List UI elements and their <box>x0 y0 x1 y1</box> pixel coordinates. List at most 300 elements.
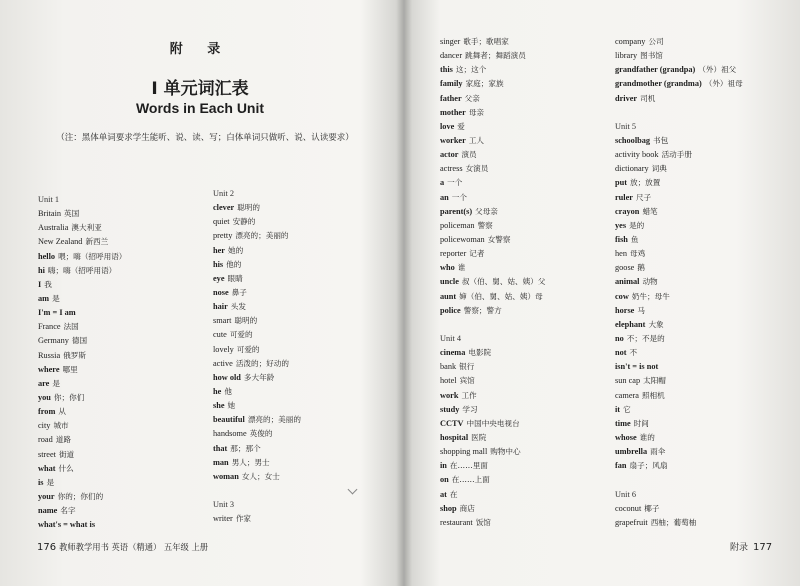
vocab-meaning: 我 <box>44 279 52 289</box>
vocab-entry <box>38 305 208 319</box>
vocab-meaning: 女人；女士 <box>241 471 280 481</box>
vocab-word: horse <box>615 305 635 315</box>
vocab-word: he <box>213 386 222 396</box>
vocab-meaning: 女演员 <box>465 164 489 174</box>
vocab-word: goose <box>615 263 635 273</box>
page-number-left: 176 <box>37 542 57 553</box>
vocab-entry <box>213 257 393 271</box>
vocab-meaning: 多大年龄 <box>243 372 275 382</box>
vocab-entry <box>615 515 795 529</box>
vocab-word: sun cap <box>615 376 641 386</box>
unit-heading <box>213 497 393 511</box>
vocab-meaning: 学习 <box>462 404 478 414</box>
vocab-word: shopping mall <box>440 447 488 457</box>
vocab-word: active <box>213 358 233 368</box>
vocab-entry <box>440 487 610 501</box>
vocab-entry <box>440 388 610 402</box>
vocab-word: quiet <box>213 217 230 227</box>
vocab-word: at <box>440 489 447 499</box>
vocab-word: nose <box>213 287 229 297</box>
vocab-entry <box>615 133 795 147</box>
vocab-meaning: 放；放置 <box>630 178 661 188</box>
vocab-word: an <box>440 192 449 202</box>
vocab-entry <box>615 303 795 317</box>
vocab-entry <box>38 206 208 220</box>
vocab-word: hello <box>38 251 56 261</box>
vocab-entry <box>38 376 208 390</box>
vocab-meaning: 她的 <box>227 245 244 255</box>
vocab-word: what's = what is <box>38 520 96 530</box>
vocab-entry <box>615 232 795 246</box>
vocab-meaning: 工作 <box>461 390 477 400</box>
vocab-word: man <box>213 457 229 467</box>
vocab-meaning: 名字 <box>60 506 76 516</box>
vocab-entry <box>615 48 795 62</box>
left-page-footer <box>37 541 208 553</box>
vocab-word: no <box>615 333 624 343</box>
vocab-entry <box>440 373 610 387</box>
vocab-word: driver <box>615 93 638 103</box>
vocab-entry <box>440 359 610 373</box>
book-title-footer: 教师教学用书 英语（精通） 五年级 上册 <box>59 542 209 552</box>
vocab-entry <box>440 232 610 246</box>
vocab-entry <box>615 331 795 345</box>
vocab-entry <box>213 342 393 356</box>
vocab-meaning: 工人 <box>468 135 484 145</box>
vocab-meaning: 动物 <box>642 277 658 287</box>
vocab-entry <box>213 412 393 426</box>
vocab-word: fan <box>615 461 627 471</box>
vocab-entry <box>38 432 208 446</box>
vocab-meaning: 是 <box>52 378 60 388</box>
vocab-word: in <box>440 461 447 471</box>
vocab-meaning: 在 <box>449 489 458 499</box>
vocab-meaning: 司机 <box>640 93 656 103</box>
vocab-meaning: 记者 <box>469 249 485 259</box>
vocab-entry <box>213 243 393 257</box>
vocab-word: Germany <box>38 336 69 346</box>
vocab-entry <box>440 274 610 288</box>
vocab-entry <box>38 263 208 277</box>
unit-heading <box>615 487 795 501</box>
vocab-word: France <box>38 322 61 332</box>
vocab-word: clever <box>213 203 235 213</box>
vocab-word: Unit 6 <box>615 489 636 499</box>
vocab-word: uncle <box>440 277 459 287</box>
vocab-word: umbrella <box>615 447 648 457</box>
vocab-entry <box>213 271 393 285</box>
vocab-meaning: 男人；男士 <box>231 457 270 467</box>
vocab-meaning: 跳舞者；舞蹈演员 <box>465 51 526 61</box>
vocab-entry <box>440 515 610 529</box>
vocab-entry <box>38 234 208 248</box>
vocab-entry <box>213 356 393 370</box>
vocab-entry <box>615 388 795 402</box>
vocab-meaning: 词典 <box>651 164 667 174</box>
vocab-entry <box>213 285 393 299</box>
vocab-entry <box>615 246 795 260</box>
vocab-word: you <box>38 392 51 402</box>
vocab-entry <box>440 48 610 62</box>
right-page-footer <box>730 540 772 553</box>
vocab-word: beautiful <box>213 415 245 425</box>
vocab-meaning: 不 <box>629 348 638 358</box>
vocab-word: camera <box>615 390 639 400</box>
vocab-entry <box>615 175 795 189</box>
vocab-word: hair <box>213 302 228 312</box>
vocab-word: it <box>615 404 621 414</box>
vocab-meaning: 婶（伯、舅、姑、姨）母 <box>459 291 543 301</box>
vocab-word: aunt <box>440 291 457 301</box>
vocab-entry <box>38 404 208 418</box>
vocab-word: from <box>38 407 56 417</box>
vocab-entry <box>440 430 610 444</box>
vocab-meaning: 图书馆 <box>640 51 663 61</box>
vocab-meaning: 你的；你们的 <box>57 491 104 501</box>
vocab-meaning: 澳大利亚 <box>71 223 102 233</box>
vocab-entry <box>615 402 795 416</box>
vocab-meaning: （外）祖母 <box>704 79 743 89</box>
vocab-word: actor <box>440 150 459 160</box>
vocab-entry <box>38 461 208 475</box>
vocab-word: hen <box>615 249 627 259</box>
vocab-meaning: 漂亮的；美丽的 <box>247 415 301 425</box>
vocab-word: hospital <box>440 432 469 442</box>
vocab-meaning: 椰子 <box>644 503 660 513</box>
vocab-word: am <box>38 293 50 303</box>
right-page <box>410 0 800 586</box>
vocab-meaning: 母亲 <box>468 107 484 117</box>
vocab-word: animal <box>615 277 640 287</box>
vocab-meaning: 西柚；葡萄柚 <box>650 517 697 527</box>
vocab-word: handsome <box>213 429 247 439</box>
vocab-entry <box>213 228 393 242</box>
vocab-meaning: 在……里面 <box>449 461 488 471</box>
vocab-entry <box>213 214 393 228</box>
vocab-meaning: 英国 <box>64 209 80 219</box>
unit-heading <box>38 192 208 206</box>
vocab-meaning: 俄罗斯 <box>63 350 86 360</box>
vocab-word: coconut <box>615 503 642 513</box>
vocab-meaning: 英俊的 <box>249 429 273 439</box>
vocab-word: Unit 4 <box>440 333 461 343</box>
vocab-entry <box>440 402 610 416</box>
vocab-entry <box>615 345 795 359</box>
vocab-meaning: 父亲 <box>464 93 480 103</box>
vocab-meaning: 医院 <box>471 432 487 442</box>
vocab-entry <box>38 319 208 333</box>
vocab-word: time <box>615 418 631 428</box>
vocab-meaning: 宾馆 <box>459 376 475 386</box>
vocab-word: dictionary <box>615 164 649 174</box>
vocab-meaning: 扇子；风扇 <box>629 461 668 471</box>
vocab-word: what <box>38 463 56 473</box>
vocab-meaning: 嗨；嗨（招呼用语） <box>47 265 117 275</box>
vocab-meaning: 它 <box>623 404 631 414</box>
vocab-word: a <box>440 178 445 188</box>
vocab-entry <box>615 260 795 274</box>
vocab-meaning: 可爱的 <box>229 330 253 340</box>
vocab-word: Australia <box>38 223 69 233</box>
vocab-entry <box>38 390 208 404</box>
vocab-meaning: 雨伞 <box>650 447 666 457</box>
vocab-entry <box>38 503 208 517</box>
vocab-word: where <box>38 364 60 374</box>
vocab-meaning: 不；不是的 <box>626 333 665 343</box>
vocab-meaning: 喂；嗨（招呼用语） <box>58 251 127 261</box>
vocab-meaning: 一个 <box>451 192 467 202</box>
vocab-entry <box>440 91 610 105</box>
vocab-entry <box>615 430 795 444</box>
vocab-word: isn't = is not <box>615 362 659 372</box>
vocab-word: ruler <box>615 192 633 202</box>
vocab-entry <box>38 291 208 305</box>
vocab-entry <box>440 190 610 204</box>
vocab-entry <box>615 416 795 430</box>
vocab-word: hotel <box>440 376 457 386</box>
unit-heading <box>213 186 393 200</box>
vocab-entry <box>440 303 610 317</box>
vocab-entry <box>38 362 208 376</box>
vocab-meaning: 母鸡 <box>629 249 646 259</box>
vocab-entry <box>213 384 393 398</box>
vocab-entry <box>615 274 795 288</box>
vocab-meaning: 一个 <box>447 178 463 188</box>
vocab-meaning: 漂亮的；美丽的 <box>235 231 289 241</box>
vocab-word: eye <box>213 273 225 283</box>
vocab-column-right-1 <box>440 34 610 529</box>
vocab-meaning: 聪明的 <box>234 316 258 326</box>
vocab-entry <box>615 501 795 515</box>
vocab-entry <box>440 289 610 303</box>
spacer <box>440 317 610 331</box>
vocab-word: police <box>440 305 461 315</box>
vocab-meaning: 你；你们 <box>53 392 85 402</box>
page-number-right: 177 <box>753 542 773 553</box>
vocab-entry <box>440 161 610 175</box>
vocab-word: shop <box>440 503 457 513</box>
vocab-entry <box>440 345 610 359</box>
vocab-word: policewoman <box>440 234 485 244</box>
vocab-word: fish <box>615 234 628 244</box>
vocab-meaning: 父母亲 <box>475 206 498 216</box>
vocab-word: not <box>615 348 627 358</box>
vocab-word: put <box>615 178 627 188</box>
vocab-word: smart <box>213 316 232 326</box>
vocab-word: mother <box>440 107 466 117</box>
vocab-word: lovely <box>213 344 234 354</box>
vocab-entry <box>213 511 393 525</box>
vocab-meaning: 在……上面 <box>451 475 490 485</box>
vocab-entry <box>440 133 610 147</box>
vocab-word: restaurant <box>440 517 473 527</box>
vocab-word: crayon <box>615 206 640 216</box>
vocab-meaning: 什么 <box>58 463 74 473</box>
vocab-entry <box>615 34 795 48</box>
vocab-word: CCTV <box>440 418 464 428</box>
vocab-meaning: 中国中央电视台 <box>466 418 520 428</box>
vocab-word: I'm = I am <box>38 308 76 318</box>
vocab-word: elephant <box>615 319 646 329</box>
vocab-meaning: 聪明的 <box>237 203 260 213</box>
vocab-meaning: 这；这个 <box>455 65 487 75</box>
vocab-word: Unit 5 <box>615 121 636 131</box>
vocab-meaning: 警察；警方 <box>463 305 502 315</box>
vocab-entry <box>213 441 393 455</box>
vocab-meaning: 饭馆 <box>475 517 491 527</box>
vocab-meaning: 叔（伯、舅、姑、姨）父 <box>461 277 546 287</box>
vocab-entry <box>440 147 610 161</box>
vocab-entry <box>615 62 795 76</box>
vocab-word: Unit 2 <box>213 189 234 198</box>
vocab-entry <box>213 398 393 412</box>
vocab-entry <box>440 472 610 486</box>
vocab-word: Russia <box>38 350 61 360</box>
vocab-meaning: 商店 <box>459 503 475 513</box>
vocab-meaning: 是 <box>52 293 60 303</box>
appendix-title: 附 录 <box>169 42 231 57</box>
vocab-word: parent(s) <box>440 206 473 216</box>
vocab-word: singer <box>440 37 461 46</box>
section-title: Ⅰ 单元词汇表 <box>151 79 249 99</box>
vocab-meaning: 他的 <box>226 259 242 269</box>
vocab-entry <box>440 416 610 430</box>
vocab-entry <box>440 175 610 189</box>
vocab-entry <box>615 204 795 218</box>
vocab-entry <box>440 218 610 232</box>
vocab-entry <box>213 469 393 483</box>
vocab-entry <box>615 147 795 161</box>
vocab-meaning: 谁的 <box>639 432 655 442</box>
vocab-entry <box>615 218 795 232</box>
appendix-footer-label: 附录 <box>730 543 749 553</box>
vocab-meaning: 德国 <box>71 336 88 346</box>
vocab-meaning: 作家 <box>235 514 251 524</box>
vocab-entry <box>38 517 208 531</box>
vocab-entry <box>615 76 795 90</box>
section-subtitle: Words in Each Unit <box>135 100 265 116</box>
vocab-meaning: 大象 <box>648 319 664 329</box>
spacer <box>615 105 795 119</box>
vocab-meaning: 书包 <box>653 135 669 145</box>
vocab-word: name <box>38 506 58 516</box>
vocab-entry <box>213 313 393 327</box>
vocab-meaning: 公司 <box>648 37 664 46</box>
vocab-meaning: 是的 <box>629 220 645 230</box>
vocab-word: hi <box>38 265 45 275</box>
vocab-word: his <box>213 259 224 269</box>
vocab-entry <box>615 190 795 204</box>
vocab-entry <box>440 246 610 260</box>
vocab-meaning: 时间 <box>633 418 649 428</box>
vocab-word: cinema <box>440 348 466 358</box>
vocab-entry <box>440 204 610 218</box>
vocab-entry <box>440 62 610 76</box>
vocab-meaning: 新西兰 <box>85 237 109 247</box>
vocab-meaning: 购物中心 <box>490 447 521 457</box>
vocab-meaning: 马 <box>637 305 645 315</box>
vocab-word: schoolbag <box>615 135 651 145</box>
vocab-entry <box>440 34 610 48</box>
vocab-meaning: （外）祖父 <box>698 65 737 75</box>
vocab-meaning: 可爱的 <box>236 344 260 354</box>
vocab-entry <box>213 455 393 469</box>
vocab-column-right-2 <box>615 34 795 529</box>
vocab-meaning: 照相机 <box>641 390 665 400</box>
vocab-meaning: 安静的 <box>232 217 256 227</box>
vocab-word: New Zealand <box>38 237 83 247</box>
vocab-meaning: 活动手册 <box>661 150 692 160</box>
vocab-entry <box>38 447 208 461</box>
vocab-word: this <box>440 65 453 75</box>
vocab-word: study <box>440 404 460 414</box>
vocab-meaning: 鼻子 <box>231 287 247 297</box>
vocab-entry <box>615 161 795 175</box>
vocab-word: who <box>440 263 455 273</box>
vocab-word: she <box>213 401 225 411</box>
vocab-meaning: 尺子 <box>635 192 652 202</box>
vocab-meaning: 法国 <box>63 322 79 332</box>
vocab-meaning: 城市 <box>53 421 69 431</box>
vocab-word: grandfather (grandpa) <box>615 65 696 75</box>
vocab-entry <box>213 370 393 384</box>
vocab-entry <box>615 444 795 458</box>
vocab-word: policeman <box>440 220 475 230</box>
vocab-word: city <box>38 421 51 431</box>
vocab-word: yes <box>615 220 627 230</box>
vocab-meaning: 那；那个 <box>230 443 261 453</box>
vocab-meaning: 鹅 <box>637 263 645 273</box>
vocab-entry <box>440 119 610 133</box>
vocab-entry <box>38 348 208 362</box>
vocab-entry <box>38 475 208 489</box>
vocab-word: grapefruit <box>615 517 648 527</box>
vocab-meaning: 太阳帽 <box>643 376 666 386</box>
vocab-word: worker <box>440 135 466 145</box>
vocab-word: is <box>38 477 44 487</box>
vocab-entry <box>615 373 795 387</box>
vocab-word: cow <box>615 291 629 301</box>
vocab-entry <box>38 418 208 432</box>
vocab-entry <box>213 200 393 214</box>
usage-note: （注：黑体单词要求学生能听、说、读、写；白体单词只做听、说、认读要求） <box>56 133 354 143</box>
vocab-entry <box>615 91 795 105</box>
vocab-entry <box>615 289 795 303</box>
vocab-meaning: 家庭；家族 <box>465 79 504 89</box>
vocab-entry <box>615 458 795 472</box>
vocab-meaning: 歌手；歌唱家 <box>463 37 509 46</box>
vocab-entry <box>440 501 610 515</box>
vocab-word: love <box>440 121 455 131</box>
vocab-word: father <box>440 93 462 103</box>
vocab-meaning: 蜡笔 <box>642 206 658 216</box>
vocab-word: your <box>38 491 55 501</box>
vocab-word: road <box>38 435 53 445</box>
spacer <box>213 483 393 497</box>
vocab-word: that <box>213 443 228 453</box>
vocab-column-left-2 <box>213 186 393 525</box>
vocab-word: woman <box>213 471 239 481</box>
vocab-word: bank <box>440 362 457 372</box>
vocab-entry <box>213 426 393 440</box>
vocab-entry <box>440 444 610 458</box>
vocab-entry <box>213 327 393 341</box>
vocab-word: pretty <box>213 231 233 241</box>
vocab-entry <box>440 458 610 472</box>
vocab-meaning: 活泼的；好动的 <box>235 358 289 368</box>
vocab-meaning: 爱 <box>457 121 465 131</box>
vocab-meaning: 他 <box>224 386 232 396</box>
